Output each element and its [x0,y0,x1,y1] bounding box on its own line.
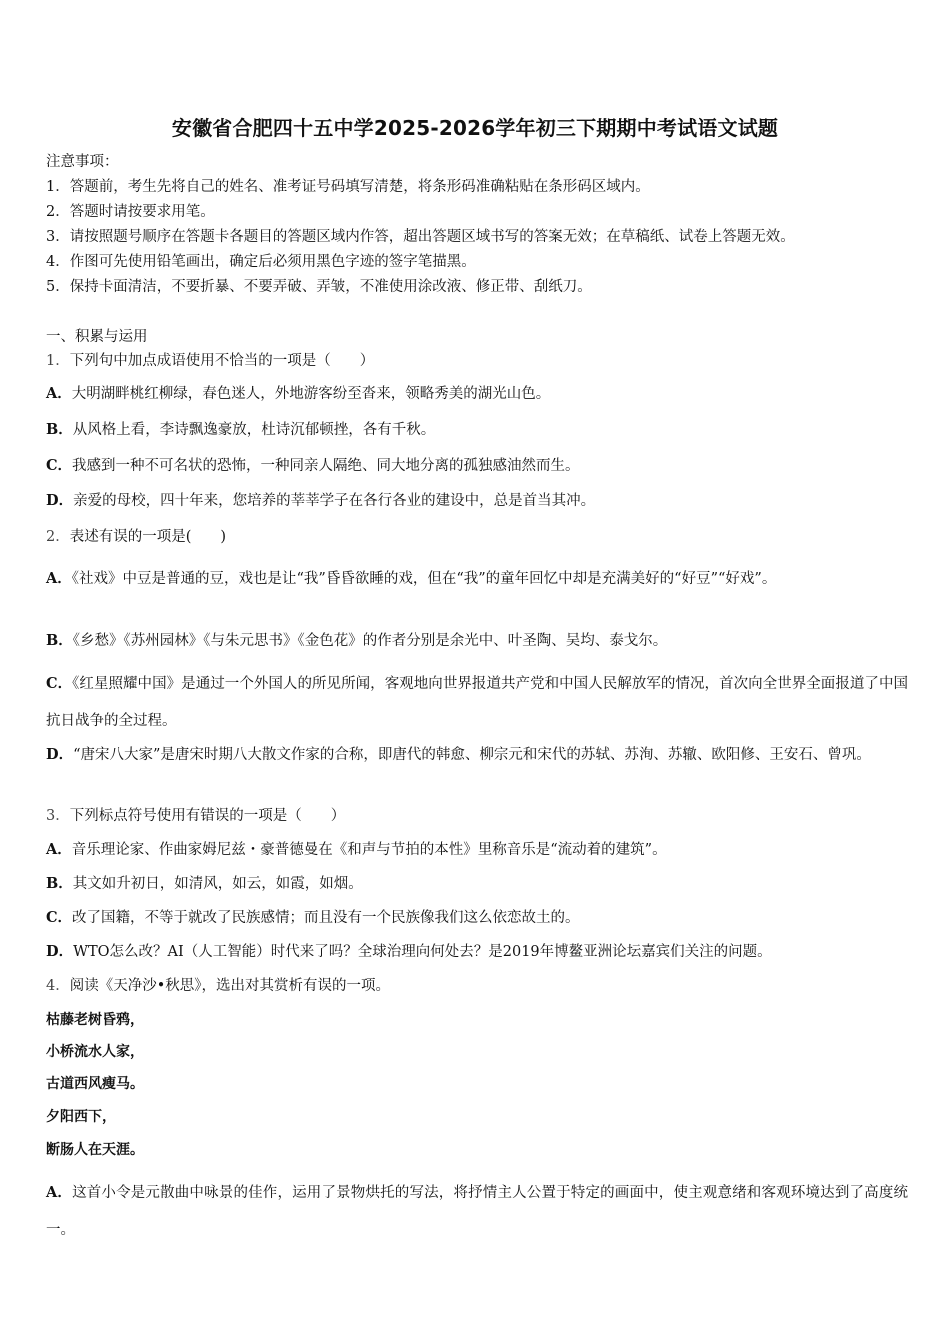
option-b [46,631,908,651]
poem-line: 枯藤老树昏鸦， [46,1012,144,1028]
option-d [46,491,908,511]
notice-item: 2．答题时请按要求用笔。 [46,204,215,220]
option-c [46,665,908,740]
option-label: D． [46,943,74,960]
question-number: 4． [46,978,70,994]
notice-item: 5．保持卡面清洁，不要折暴、不要弄破、弄皱，不准使用涂改液、修正带、刮纸刀。 [46,279,592,295]
question-3 [46,806,908,826]
option-label: C． [46,457,73,474]
option-text: 其文如升初日，如清风，如云，如霞，如烟。 [72,876,363,892]
option-text: 《红星照耀中国》是通过一个外国人的所见所闻，客观地向世界报道共产党和中国人民解放军的情况，首次向全世界全面报道了中国抗日战争的全过程。 [46,676,908,729]
option-b [46,874,908,894]
poem-line: 古道西风瘦马。 [46,1076,144,1092]
option-label: B． [46,632,73,649]
option-text: 我感到一种不可名状的恐怖，一种同亲人隔绝、同大地分离的孤独感油然而生。 [72,458,580,474]
option-c [46,456,908,476]
option-label: A． [46,841,72,858]
option-a [46,840,908,860]
option-text: 这首小令是元散曲中咏景的佳作，运用了景物烘托的写法，将抒情主人公置于特定的画面中，使主观意绪和客观环境达到了高度统一。 [46,1185,908,1238]
notice-item: 1．答题前，考生先将自己的姓名、准考证号码填写清楚，将条形码准确粘贴在条形码区域内。 [46,179,650,195]
option-a [46,1174,908,1249]
question-stem: 下列标点符号使用有错误的一项是（ ） [69,808,346,824]
poem-line: 夕阳西下， [46,1109,116,1125]
option-label: A． [46,1184,73,1201]
option-text: 《乡愁》《苏州园林》《与朱元思书》《金色花》的作者分别是余光中、叶圣陶、吴均、泰戈尔。 [72,633,668,649]
option-text: 改了国籍，不等于就改了民族感情；而且没有一个民族像我们这么依恋故土的。 [72,910,580,926]
option-label: B． [46,875,73,892]
question-stem: 表述有误的一项是( ) [69,529,227,545]
question-4 [46,976,908,996]
option-label: C． [46,909,73,926]
option-text: 大明湖畔桃红柳绿，春色迷人，外地游客纷至沓来，领略秀美的湖光山色。 [71,386,551,402]
option-b [46,420,908,440]
option-c [46,908,908,928]
option-label: D． [46,746,74,763]
option-text: WTO怎么改？AI（人工智能）时代来了吗？全球治理向何处去？是2019年博鳌亚洲论坛嘉宾们关注的问题。 [73,944,772,960]
page-title: 安徽省合肥四十五中学2025-2026学年初三下期期中考试语文试题 [171,116,779,140]
option-a [46,560,908,598]
question-2 [46,527,908,547]
option-label: A． [46,385,72,402]
option-text: “唐宋八大家”是唐宋时期八大散文作家的合称，即唐代的韩愈、柳宗元和宋代的苏轼、苏洵、苏辙、欧阳修、王安石、曾巩。 [73,747,871,763]
option-d [46,736,908,774]
poem-line: 断肠人在天涯。 [46,1142,144,1158]
notice-item: 3．请按照题号顺序在答题卡各题目的答题区域内作答，超出答题区域书写的答案无效；在草稿纸、试卷上答题无效。 [46,229,795,245]
question-1 [46,351,908,371]
option-label: B． [46,421,73,438]
option-text: 亲爱的母校，四十年来，您培养的莘莘学子在各行各业的建设中，总是首当其冲。 [73,493,596,509]
question-stem: 下列句中加点成语使用不恰当的一项是（ ） [69,353,375,369]
option-text: 《社戏》中豆是普通的豆，戏也是让“我”昏昏欲睡的戏，但在“我”的童年回忆中却是充满美好的“好豆”“好戏”。 [71,571,777,587]
question-number: 2． [46,529,70,545]
question-stem: 阅读《天净沙•秋思》，选出对其赏析有误的一项。 [69,978,391,994]
question-number: 3． [46,808,70,824]
option-text: 音乐理论家、作曲家姆尼兹・豪普德曼在《和声与节拍的本性》里称音乐是“流动着的建筑”。 [71,842,667,858]
option-label: C． [46,675,73,692]
option-label: A． [46,570,72,587]
question-number: 1． [46,353,70,369]
option-a [46,384,908,404]
notice-heading: 注意事项： [46,154,119,170]
option-label: D． [46,492,74,509]
option-d [46,942,908,962]
poem-line: 小桥流水人家， [46,1044,144,1060]
notice-item: 4．作图可先使用铅笔画出，确定后必须用黑色字迹的签字笔描黑。 [46,254,476,270]
section-heading: 一、积累与运用 [46,329,148,345]
option-text: 从风格上看，李诗飘逸豪放，杜诗沉郁顿挫，各有千秋。 [72,422,436,438]
